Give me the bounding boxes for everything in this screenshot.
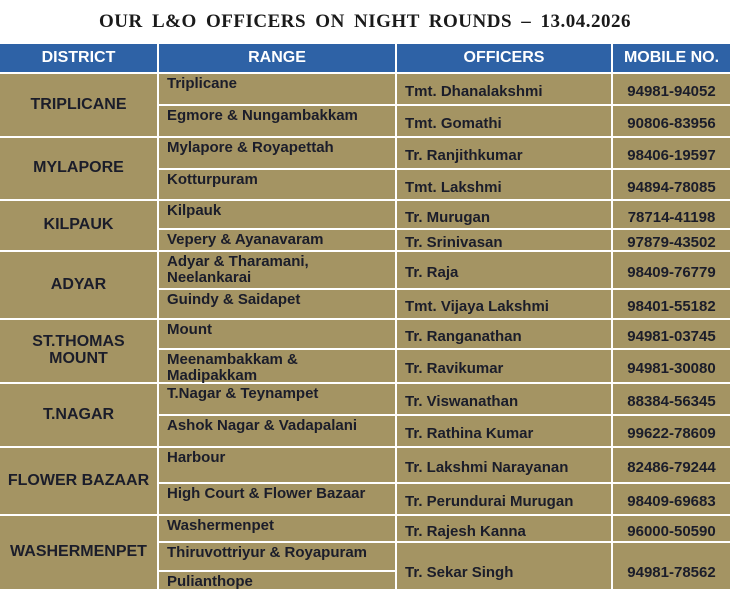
mobile-cell: 90806-83956 (613, 106, 730, 138)
range-cell: Ashok Nagar & Vadapalani (159, 416, 397, 448)
mobile-cell: 96000-50590 (613, 516, 730, 543)
officer-cell: Tr. Perundurai Murugan (397, 484, 613, 516)
range-cell: Mount (159, 320, 397, 350)
district-cell: WASHERMENPET (0, 516, 159, 591)
officer-cell: Tmt. Vijaya Lakshmi (397, 290, 613, 320)
officer-cell: Tr. Rajesh Kanna (397, 516, 613, 543)
district-cell: FLOWER BAZAAR (0, 448, 159, 516)
header-district: DISTRICT (0, 44, 159, 74)
range-cell: Guindy & Saidapet (159, 290, 397, 320)
range-cell: Kilpauk (159, 201, 397, 230)
officer-cell: Tr. Ranjithkumar (397, 138, 613, 170)
officers-table (0, 44, 730, 591)
officer-cell: Tr. Ravikumar (397, 350, 613, 384)
header-range: RANGE (159, 44, 397, 74)
district-cell: MYLAPORE (0, 138, 159, 201)
header-officers: OFFICERS (397, 44, 613, 74)
mobile-cell: 94981-03745 (613, 320, 730, 350)
mobile-cell: 98406-19597 (613, 138, 730, 170)
mobile-cell: 88384-56345 (613, 384, 730, 416)
range-cell: Thiruvottriyur & Royapuram (159, 543, 397, 572)
mobile-cell: 98409-69683 (613, 484, 730, 516)
officer-cell: Tr. Lakshmi Narayanan (397, 448, 613, 484)
range-cell: Washermenpet (159, 516, 397, 543)
mobile-cell: 94894-78085 (613, 170, 730, 201)
officer-cell: Tr. Murugan (397, 201, 613, 230)
range-cell: Egmore & Nungambakkam (159, 106, 397, 138)
officer-cell: Tr. Raja (397, 252, 613, 290)
officer-cell: Tr. Viswanathan (397, 384, 613, 416)
range-cell: Vepery & Ayanavaram (159, 230, 397, 252)
mobile-cell: 97879-43502 (613, 230, 730, 252)
range-cell: T.Nagar & Teynampet (159, 384, 397, 416)
officer-cell: Tmt. Dhanalakshmi (397, 74, 613, 106)
district-cell: T.NAGAR (0, 384, 159, 448)
district-cell: ST.THOMAS MOUNT (0, 320, 159, 384)
mobile-cell: 98401-55182 (613, 290, 730, 320)
range-cell: Meenambakkam & Madipakkam (159, 350, 397, 384)
range-cell: Triplicane (159, 74, 397, 106)
mobile-cell: 94981-78562 (613, 543, 730, 591)
officer-cell: Tr. Rathina Kumar (397, 416, 613, 448)
mobile-cell: 82486-79244 (613, 448, 730, 484)
range-cell: Kotturpuram (159, 170, 397, 201)
district-cell: TRIPLICANE (0, 74, 159, 138)
mobile-cell: 78714-41198 (613, 201, 730, 230)
range-cell: Harbour (159, 448, 397, 484)
range-cell: Mylapore & Royapettah (159, 138, 397, 170)
mobile-cell: 94981-30080 (613, 350, 730, 384)
mobile-cell: 99622-78609 (613, 416, 730, 448)
range-cell: Pulianthope (159, 572, 397, 591)
range-cell: Adyar & Tharamani, Neelankarai (159, 252, 397, 290)
district-cell: ADYAR (0, 252, 159, 320)
header-mobile: MOBILE NO. (613, 44, 730, 74)
page-title: OUR L&O OFFICERS ON NIGHT ROUNDS – 13.04.2026 (98, 11, 632, 32)
officer-cell: Tmt. Lakshmi (397, 170, 613, 201)
range-cell: High Court & Flower Bazaar (159, 484, 397, 516)
district-cell: KILPAUK (0, 201, 159, 252)
mobile-cell: 94981-94052 (613, 74, 730, 106)
mobile-cell: 98409-76779 (613, 252, 730, 290)
officer-cell: Tr. Ranganathan (397, 320, 613, 350)
officer-cell: Tmt. Gomathi (397, 106, 613, 138)
officer-cell: Tr. Sekar Singh (397, 543, 613, 591)
officer-cell: Tr. Srinivasan (397, 230, 613, 252)
